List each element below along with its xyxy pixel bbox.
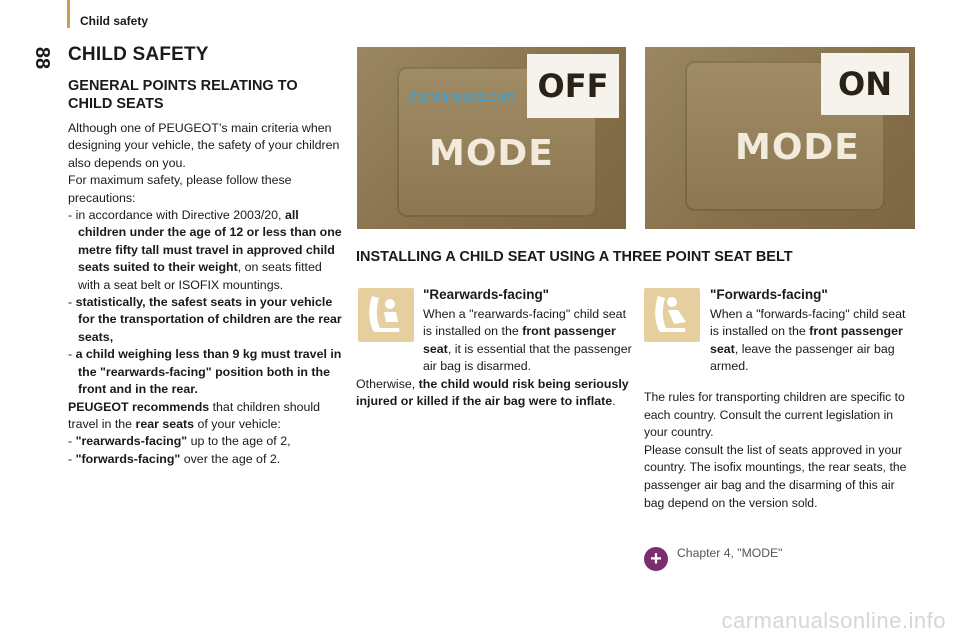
plus-icon: +: [644, 547, 668, 571]
header-accent-bar: [67, 0, 70, 28]
page-number: 88: [31, 46, 53, 70]
bullet-directive: - in accordance with Directive 2003/20, all children under the age of 12 or less than one metre fifty tall must travel in approved child seats suited to their weight, on seats fitted with a seat belt or ISOFIX mountings.: [68, 208, 342, 292]
carmanuals-watermark: CarManuals2.com: [409, 89, 515, 104]
intro-paragraph-2: For maximum safety, please follow these precautions:: [68, 173, 292, 205]
mode-label: MODE: [429, 133, 554, 174]
forward-facing-text: When a "forwards-facing" child seat is installed on the front passenger seat, leave the passenger air bag armed.: [710, 307, 906, 374]
rear-facing-text: When a "rearwards-facing" child seat is installed on the front passenger seat, it is essential that the passenger air bag is disarmed. Otherwise, the child would risk being seriously injured or killed if the air bag were to inflate.: [356, 307, 632, 409]
chapter-reference[interactable]: Chapter 4, "MODE": [677, 546, 783, 560]
general-points-text: [68, 120, 344, 468]
airbag-off-label: OFF: [527, 54, 619, 118]
rear-facing-heading: "Rearwards-facing": [423, 287, 550, 302]
bullet-9kg: - a child weighing less than 9 kg must travel in the "rearwards-facing" position both in the front and in the rear.: [68, 347, 342, 397]
rec-item-rear: - "rearwards-facing" up to the age of 2,: [68, 434, 291, 449]
airbag-off-photo: [357, 47, 626, 229]
mode-label: MODE: [735, 127, 860, 168]
rec-item-forward: - "forwards-facing" over the age of 2.: [68, 451, 281, 466]
airbag-on-photo: [645, 47, 915, 229]
country-rules-note: The rules for transporting children are specific to each country. Consult the current legislation in your country. Please consult the list of seats approved in your country. The isofix mountings, the rear seats, the passenger air bag and the disarming of this air bag depend on the version sold.: [644, 390, 907, 510]
page-title: CHILD SAFETY: [68, 44, 209, 65]
footer-watermark: carmanualsonline.info: [721, 608, 946, 633]
airbag-on-label: ON: [821, 53, 909, 115]
intro-paragraph: Although one of PEUGEOT’s main criteria when designing your vehicle, the safety of your children also depends on you.: [68, 121, 340, 170]
install-title: INSTALLING A CHILD SEAT USING A THREE POINT SEAT BELT: [356, 249, 793, 265]
bullet-rear-seats: - statistically, the safest seats in your vehicle for the transportation of children are the rear seats,: [68, 295, 342, 344]
section-subtitle: GENERAL POINTS RELATING TO CHILD SEATS: [68, 78, 298, 112]
forward-facing-heading: "Forwards-facing": [710, 287, 828, 302]
recommendation: PEUGEOT recommends that children should travel in the rear seats of your vehicle:: [68, 399, 321, 431]
section-header: Child safety: [80, 14, 149, 28]
